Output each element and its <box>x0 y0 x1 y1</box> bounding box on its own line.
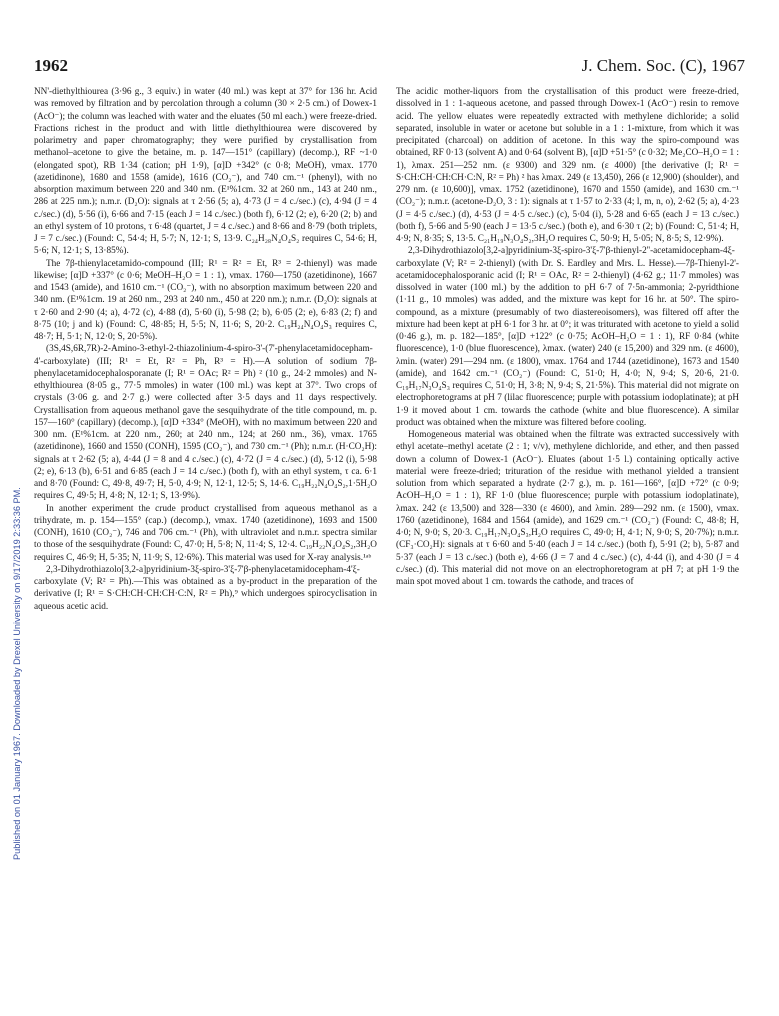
paragraph: NN'-diethylthiourea (3·96 g., 3 equiv.) in water (40 ml.) was kept at 37° for 136 hr. Acid was removed by filtration and by percolation through a column (30 × 2·5 cm.) of Dowex-1 (AcO⁻); the column was leached with water and the eluates (50 ml each.) were freeze-dried. Fractions richest in the product and with little diethylthiourea were discovered by polarimetry and paper chromatography; they were purified by crystallisation from methanol–acetone to give the betaine, m. p. 147—151° (capillary) (decomp.), RF ~1·0 (elongated spot), RB 1·34 (cation; pH 1·9), [α]D +342° (c 0·8; MeOH), νmax. 1770 (azetidinone), 1680 and 1558 (amide), 1616 (CO₂⁻), and 740 cm.⁻¹ (phenyl), with no absorption maximum between 220 and 340 nm. (E¹%1cm. 32 at 260 nm., 143 at 240 nm., 286 at 225 nm.); n.m.r. (D₂O): signals at τ 2·56 (5; a), 4·73 (J = 4 c./sec.) (c), 4·94 (J = 4 c./sec.) (d), 5·56 (i), 6·66 and 7·15 (each J = 14 c./sec.) (both f), 6·12 (2; e), 6·20 (2; b) and an ethyl system of 10 protons, τ 6·48 (quartet, J = 4 c./sec.) and 8·66 and 8·79 (both triplets, J = 7 c./sec.) (Found: C, 54·4; H, 5·7; N, 12·1; S, 13·9. C₂₄H₂₈N₄O₄S₂ requires C, 54·6; H, 5·6; N, 12·1; S, 13·85%). <box>34 87 377 257</box>
page-number: 1962 <box>34 56 68 75</box>
left-column <box>34 86 377 956</box>
right-column <box>396 86 739 956</box>
download-stamp <box>2 180 22 860</box>
paragraph: The 7β-thienylacetamido-compound (III; R¹ = R² = Et, R³ = 2-thienyl) was made likewise; [α]D +337° (c 0·6; MeOH–H₂O = 1 : 1), νmax. 1760—1750 (azetidinone), 1667 and 1543 (amide), and 1610 cm.⁻¹ (CO₂⁻), with no absorption maximum between 220 and 340 nm. (E¹%1cm. 19 at 260 nm., 293 at 240 nm., 450 at 220 nm.); n.m.r. (D₂O): signals at τ 2·60 and 2·90 (4; a), 4·72 (c), 4·88 (d), 5·60 (i), 5·98 (2; b), 6·05 (2; e), 6·83 (2; f) and 8·75 (10; j and k) (Found: C, 48·85; H, 5·5; N, 11·6; S, 20·2. C₁₉H₂₄N₄O₄S₃ requires C, 48·7; H, 5·1; N, 12·0; S, 20·5%). <box>34 258 377 342</box>
paragraph: Homogeneous material was obtained when the filtrate was extracted successively with ethyl acetate–methyl acetate (2 : 1; v/v), methylene dichloride, and ether, and then passed down a column of Dowex-1 (AcO⁻). Eluates (about 1·5 l.) containing optically active material were freeze-dried; trituration of the residue with methanol yielded a transient solution from which separated a hydrate (2·7 g.), m. p. 161—166°, [α]D +72° (c 0·9; AcOH–H₂O = 1 : 1), RF 1·0 (blue fluorescence; purple with potassium iodoplatinate), λmax. 242 (ε 13,500) and 328—330 (ε 4600), and λmin. 289—292 nm. (ε 1500), νmax. 1760 (azetidinone), 1684 and 1564 (amide), and 1629 cm.⁻¹ (CO₂⁻) (Found: C, 48·8; H, 4·0; N, 9·0; S, 20·3. C₁₉H₁₇N₃O₄S₃,H₂O requires C, 49·0; H, 4·1; N, 9·0; S, 20·7%); n.m.r. (CF₃·CO₂H): signals at τ 6·60 and 5·40 (each J = 14 c./sec.) (both f), 5·91 (2; b), 5·87 and 5·37 (each J = 13 c./sec.) (both e), 4·66 (J = 7 and 4 c./sec.) (c), 4·44 (i), and 4·30 (J = 4 c./sec.) (d). This material did not move on an electrophoretogram at pH 7; at pH 1·9 the main spot moved about 1 cm. towards the cathode, and traces of <box>396 430 739 587</box>
download-stamp-text: Published on 01 January 1967. Downloaded by Drexel University on 9/17/2019 2:33:36 PM. <box>12 487 22 860</box>
journal-title: J. Chem. Soc. (C), 1967 <box>581 56 745 75</box>
page-header <box>34 56 745 80</box>
paragraph: 2,3-Dihydrothiazolo[3,2-a]pyridinium-3ξ-spiro-3'ξ-7'β-thienyl-2''-acetamidocepham-4ξ-carboxylate (V; R² = 2-thienyl) (with Dr. S. Eardley and Mrs. L. Hesse).—7β-Thienyl-2'-acetamidocephalosporanic acid (I; R¹ = OAc, R² = 2-thienyl) (4·62 g.; 11·7 mmoles) was dissolved in water (100 ml.) by the addition to pH 6·7 of 7·5n-ammonia; 2-pyridthione (1·11 g., 10 mmoles) was added, and the mixture was kept for 16 hr. at 50°. The spiro-compound, as a mixture (presumably of two diastereoisomers), was filtered off after the mixture had been kept at pH 6·1 for 3 hr. at 0°; it was triturated with acetone to yield a solid (0·46 g.), m. p. 182—185°, [α]D +122° (c 0·75; AcOH–H₂O = 1 : 1), RF 0·84 (white fluorescence), 1·0 (blue fluorescence), λmax. (water) 240 (ε 15,200) and 329 nm. (ε 4600), λmin. (water) 291—294 nm. (ε 1800), νmax. 1764 and 1744 (azetidinone), 1673 and 1540 (amide), and 1642 cm.⁻¹ (CO₂⁻) (Found: C, 51·0; H, 4·0; N, 9·4; S, 20·6, 21·0. C₁₉H₁₇N₃O₄S₃ requires C, 51·0; H, 3·8; N, 9·4; S, 21·5%). This material did not migrate on electrophoretograms at pH 7 (lilac fluorescence; purple with potassium iodoplatinate); at pH 1·9 it moved about 1 cm. towards the cathode (white and blue fluorescence). A similar product was obtained when the mixture was filtered before cooling. <box>396 246 739 428</box>
paragraph: (3S,4S,6R,7R)-2-Amino-3-ethyl-2-thiazolinium-4-spiro-3'-(7'-phenylacetamidocepham-4'-carboxylate) (III; R¹ = Et, R² = Ph, R³ = H).—A solution of sodium 7β-phenylacetamidocephalosporanate (I; R¹ = OAc; R² = Ph) ² (10 g., 24·2 mmoles) and N-ethylthiourea (8·05 g., 77·5 mmoles) in water (100 ml.) was kept at 37°. Two crops of crystals (3·06 g. and 2·7 g.) were collected after 3·5 days and 11 days respectively. Crystallisation from aqueous methanol gave the sesquihydrate of the title compound, m. p. 157—160° (capillary) (decomp.), [α]D +334° (MeOH), with no maximum between 220 and 300 nm. (E¹%1cm. at 220 nm., 260; at 240 nm., 124; at 260 nm., 36), νmax. 1765 (azetidinone), 1660 and 1550 (CONH), 1595 (CO₂⁻), and 730 cm.⁻¹ (Ph); n.m.r. (H·CO₂H): signals at τ 2·62 (5; a), 4·44 (J = 8 and 4 c./sec.) (c), 4·72 (J = 4 c./sec.) (d), 5·12 (i), 5·98 (2; e), 6·13 (b), 6·51 and 6·85 (each J = 14 c./sec.) (both f), with an ethyl system, τ ca. 6·1 and 8·70 (Found: C, 49·8, 49·7; H, 5·0, 4·9; N, 12·1, 12·5; S, 14·6. C₁₉H₂₂N₄O₄S₂,1·5H₂O requires C, 49·5; H, 4·8; N, 12·1; S, 13·9%). <box>34 344 377 502</box>
paragraph: 2,3-Dihydrothiazolo[3,2-a]pyridinium-3ξ-spiro-3'ξ-7'β-phenylacetamidocepham-4'ξ-carboxylate (V; R² = Ph).—This was obtained as a by-product in the preparation of the derivative (I; R¹ = S·CH:CH·CH:CH·C:N, R² = Ph),⁹ which undergoes spirocyclisation in aqueous acetic acid. <box>34 564 377 612</box>
paragraph: The acidic mother-liquors from the crystallisation of this product were freeze-dried, dissolved in 1 : 1-aqueous acetone, and passed through Dowex-1 (AcO⁻) resin to remove acid. The yellow eluates were repeatedly extracted with methylene dichloride; a solid separated, insoluble in water or acetone but soluble in a 1 : 1-mixture, from which it was precipitated (charcoal) on addition of acetone. In this way the spiro-compound was obtained, RF 0·13 (solvent A) and 0·64 (solvent B), [α]D +51·5° (c 0·32; Me₂CO–H₂O = 1 : 1), λmax. 251—252 nm. (ε 9300) and 329 nm. (ε 4000) [the derivative (I; R¹ = S·CH:CH·CH:CH·C:N, R² = Ph) ² has λmax. 249 (ε 13,450), 266 (ε 12,900) (shoulder), and 279 nm. (ε 10,600)], νmax. 1752 (azetidinone), 1670 and 1550 (amide), and 1630 cm.⁻¹ (CO₂⁻); n.m.r. (acetone-D₂O, 3 : 1): signals at τ 1·57 to 2·33 (4; l, m, n, o), 2·62 (5; a), 4·23 (J = 4·5 c./sec.) (d), 4·53 (J = 4·5 c./sec.) (c), 5·04 (i), 5·28 and 6·65 (each J = 13 c./sec.) (both f), 5·66 and 5·90 (each J = 13·5 c./sec.) (both e), and 6·30 τ (2; b) (Found: C, 51·4; H, 4·9; N, 8·35; S, 13·5. C₂₁H₁₉N₃O₄S₂,3H₂O requires C, 50·9; H, 5·05; N, 8·5; S, 12·9%). <box>396 87 739 244</box>
paragraph: In another experiment the crude product crystallised from aqueous methanol as a trihydrate, m. p. 154—155° (cap.) (decomp.), νmax. 1740 (azetidinone), 1693 and 1500 (CONH), 1610 (CO₂⁻), 746 and 706 cm.⁻¹ (Ph), with ultraviolet and n.m.r. spectra similar to those of the sesquihydrate (Found: C, 47·0; H, 5·8; N, 11·4; S, 12·4. C₁₉H₂₂N₄O₄S₂,3H₂O requires C, 46·9; H, 5·35; N, 11·9; S, 12·6%). This material was used for X-ray analysis.¹ᵃᵇ <box>34 503 377 563</box>
